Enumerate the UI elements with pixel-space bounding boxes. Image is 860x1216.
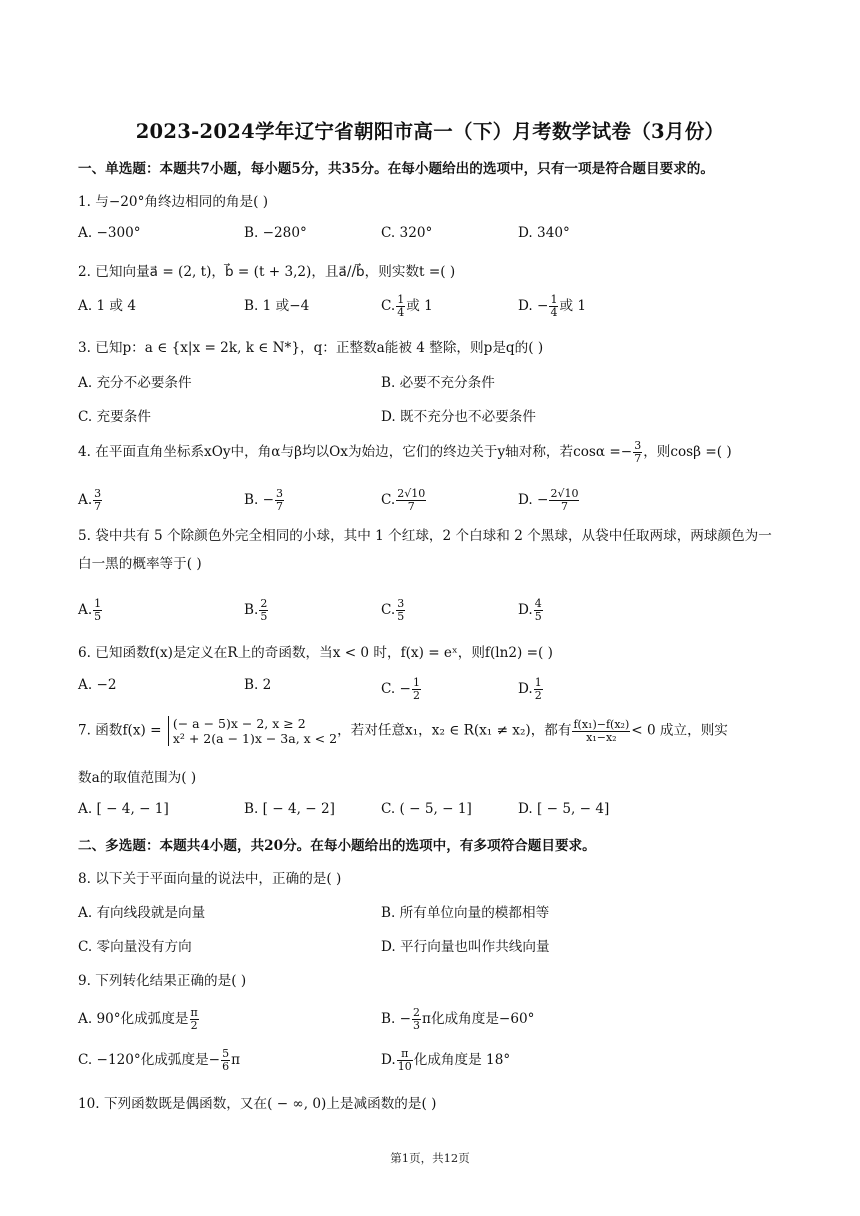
option-b[interactable]: B. −280° xyxy=(244,225,307,241)
question-9-options-row2 xyxy=(78,1048,783,1072)
question-5-stem: 5. 袋中共有 5 个除颜色外完全相同的小球，其中 1 个红球，2 个白球和 2 个黑球，从袋中任取两球，两球颜色为一白一黑的概率等于( ) xyxy=(78,528,772,572)
option-d[interactable]: D. 340° xyxy=(518,225,570,241)
page-footer: 第1页，共12页 xyxy=(390,1151,470,1165)
stem-text: ，则cosβ =( ) xyxy=(643,444,732,460)
option-a[interactable]: A. −300° xyxy=(78,225,141,241)
question-9-stem: 9. 下列转化结果正确的是( ) xyxy=(78,973,247,989)
question-6-options xyxy=(78,677,783,701)
fraction: $\frac{3}{7}$ xyxy=(634,439,642,465)
option-prefix: D. − xyxy=(518,298,549,314)
question-8-options-row2 xyxy=(78,935,783,959)
option-c[interactable]: C. − $\frac{1}{2}$ xyxy=(381,676,420,702)
stem-text: ，若对任意x₁，x₂ ∈ R(x₁ ≠ x₂)，都有 xyxy=(337,722,572,739)
question-2-stem: 2. 已知向量a⃗ = (2, t)，b⃗ = (t + 3,2)，且a⃗//b⃗，则实数t =( ) xyxy=(78,264,456,280)
option-b[interactable]: B. 2 xyxy=(244,677,272,693)
option-a[interactable]: A. [ − 4, − 1] xyxy=(78,801,169,817)
option-text: 或 1 xyxy=(559,298,587,314)
option-d[interactable]: D. 平行向量也叫作共线向量 xyxy=(381,939,550,955)
option-d[interactable]: D. $\frac{4}{5}$ xyxy=(518,597,542,623)
question-4-stem xyxy=(78,440,732,465)
option-c[interactable]: C. −120°化成弧度是− $\frac{5}{6}$ π xyxy=(78,1047,240,1073)
option-c[interactable]: C. ( − 5, − 1] xyxy=(381,801,472,817)
option-b[interactable]: B. [ − 4, − 2] xyxy=(244,801,335,817)
option-a[interactable]: A. $\frac{1}{5}$ xyxy=(78,597,102,623)
option-prefix: C. xyxy=(381,298,396,314)
question-5-options xyxy=(78,598,783,622)
question-1-options xyxy=(78,225,783,249)
option-b[interactable]: B. $\frac{2}{5}$ xyxy=(244,597,268,623)
question-10-stem: 10. 下列函数既是偶函数，又在( − ∞, 0)上是减函数的是( ) xyxy=(78,1096,437,1112)
exam-title: 2023-2024学年辽宁省朝阳市高一（下）月考数学试卷（3月份） xyxy=(135,120,725,143)
piecewise-function: (− a − 5)x − 2, x ≥ 2 x² + 2(a − 1)x − 3a, x < 2 xyxy=(168,716,337,746)
section-single-choice-header: 一、单选题：本题共7小题，每小题5分，共35分。在每小题给出的选项中，只有一项是符合题目要求的。 xyxy=(78,161,714,177)
option-d[interactable]: D. − $\frac{2√10}{7}$ xyxy=(518,487,579,513)
option-b[interactable]: B. − $\frac{3}{7}$ xyxy=(244,487,284,513)
stem-text: < 0 成立，则实 xyxy=(631,722,728,739)
option-c[interactable] xyxy=(381,294,433,319)
question-7-options xyxy=(78,801,783,825)
option-d[interactable]: D. $\frac{\pi}{10}$ 化成角度是 18° xyxy=(381,1047,511,1073)
option-d[interactable] xyxy=(518,294,586,319)
question-8-options-row1 xyxy=(78,901,783,925)
option-b[interactable]: B. − $\frac{2}{3}$ π化成角度是−60° xyxy=(381,1006,535,1032)
option-a[interactable]: A. 充分不必要条件 xyxy=(78,375,192,391)
question-9-options-row1 xyxy=(78,1007,783,1031)
question-8-stem: 8. 以下关于平面向量的说法中，正确的是( ) xyxy=(78,871,342,887)
question-2-options xyxy=(78,294,783,318)
fraction: $\frac{1}{4}$ xyxy=(550,293,558,319)
option-text: 或 1 xyxy=(406,298,433,314)
question-3-stem: 3. 已知p：a ∈ {x|x = 2k, k ∈ N*}，q：正整数a能被 4 整除，则p是q的( ) xyxy=(78,340,544,356)
option-a[interactable]: A. 1 或 4 xyxy=(78,298,136,314)
option-b[interactable]: B. 所有单位向量的模都相等 xyxy=(381,905,550,921)
fraction: $\frac{\text{f(x₁)−f(x₂)}}{\text{x₁−x₂}}$ xyxy=(573,717,630,744)
option-a[interactable]: A. 有向线段就是向量 xyxy=(78,905,206,921)
question-3-options-row2 xyxy=(78,405,783,429)
question-7-stem-line2: 数a的取值范围为( ) xyxy=(78,770,197,786)
option-c[interactable]: C. 充要条件 xyxy=(78,409,151,425)
option-b[interactable]: B. 1 或−4 xyxy=(244,298,310,314)
option-c[interactable]: C. $\frac{2√10}{7}$ xyxy=(381,487,426,513)
option-c[interactable]: C. $\frac{3}{5}$ xyxy=(381,597,405,623)
option-d[interactable]: D. [ − 5, − 4] xyxy=(518,801,610,817)
option-a[interactable]: A. $\frac{3}{7}$ xyxy=(78,487,102,513)
option-c[interactable]: C. 零向量没有方向 xyxy=(78,939,192,955)
question-3-options-row1 xyxy=(78,371,783,395)
question-1-stem: 1. 与−20°角终边相同的角是( ) xyxy=(78,194,269,210)
option-a[interactable]: A. −2 xyxy=(78,677,117,693)
option-a[interactable]: A. 90°化成弧度是 $\frac{\pi}{2}$ xyxy=(78,1006,198,1032)
option-d[interactable]: D. $\frac{1}{2}$ xyxy=(518,676,542,702)
stem-text: 7. 函数f(x) = xyxy=(78,722,162,739)
stem-text: 4. 在平面直角坐标系xOy中，角α与β均以Ox为始边，它们的终边关于y轴对称，若cosα =− xyxy=(78,444,633,460)
option-b[interactable]: B. 必要不充分条件 xyxy=(381,375,495,391)
option-c[interactable]: C. 320° xyxy=(381,225,433,241)
section-multiple-choice-header: 二、多选题：本题共4小题，共20分。在每小题给出的选项中，有多项符合题目要求。 xyxy=(78,838,596,854)
question-6-stem: 6. 已知函数f(x)是定义在R上的奇函数，当x < 0 时，f(x) = eˣ，则f(ln2) =( ) xyxy=(78,645,553,661)
question-4-options xyxy=(78,488,783,512)
question-7-stem-line1 xyxy=(78,716,728,746)
fraction: $\frac{1}{4}$ xyxy=(397,293,405,319)
option-d[interactable]: D. 既不充分也不必要条件 xyxy=(381,409,536,425)
